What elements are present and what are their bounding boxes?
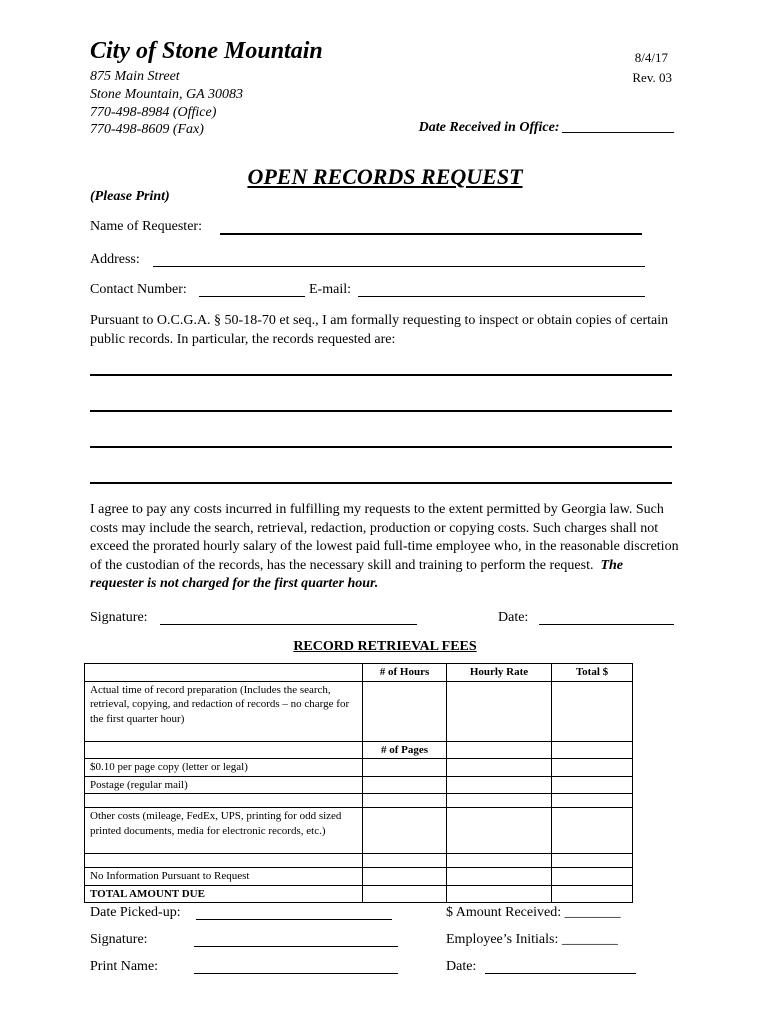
- intro-paragraph: Pursuant to O.C.G.A. § 50-18-70 et seq., I am formally requesting to inspect or obtain copies of certain public records. In particular, the records requested are:: [90, 313, 669, 347]
- table-cell[interactable]: [552, 741, 633, 759]
- email-input-line[interactable]: [358, 296, 645, 297]
- footer-date-line[interactable]: [485, 973, 636, 974]
- postage-total-cell[interactable]: [552, 776, 633, 794]
- table-row: [85, 808, 633, 854]
- copy-pages-cell[interactable]: [363, 759, 447, 777]
- col-pages-header: # of Pages: [363, 741, 447, 759]
- table-cell[interactable]: [552, 794, 633, 808]
- agreement-text: I agree to pay any costs incurred in fulfilling my requests to the extent permitted by Georgia law. Such costs may include the search, retrieval, redaction, production or copying costs. Such charges shall not exceed the prorated hourly salary of the lowest paid full-time employee who, in the reasonable discretion of the custodian of the records, has the necessary skill and training to perform the request.: [90, 502, 679, 573]
- row-postage-label: Postage (regular mail): [85, 776, 363, 794]
- table-cell: [85, 854, 363, 868]
- print-name-line[interactable]: [194, 973, 398, 974]
- city-name: City of Stone Mountain: [90, 38, 323, 64]
- records-line-3[interactable]: [90, 446, 672, 448]
- amount-received-field[interactable]: $ Amount Received: ________: [446, 905, 621, 920]
- date-picked-up-line[interactable]: [196, 919, 392, 920]
- footer-date-label: Date:: [446, 959, 477, 974]
- col-rate-header: Hourly Rate: [447, 664, 552, 682]
- contact-input-line[interactable]: [199, 296, 305, 297]
- total-cell-2[interactable]: [447, 885, 552, 903]
- table-cell[interactable]: [552, 854, 633, 868]
- fees-title: RECORD RETRIEVAL FEES: [293, 639, 477, 654]
- table-cell: [85, 794, 363, 808]
- phone-fax: 770-498-8609 (Fax): [90, 122, 204, 137]
- table-row: [85, 854, 633, 868]
- agreement-bold-note: The requester is not charged for the first quarter hour.: [90, 557, 624, 591]
- phone-office: 770-498-8984 (Office): [90, 105, 217, 120]
- date-picked-up-label: Date Picked-up:: [90, 905, 181, 920]
- prep-hours-cell[interactable]: [363, 681, 447, 741]
- col-total-header: Total $: [552, 664, 633, 682]
- email-label: E-mail:: [309, 282, 351, 297]
- contact-label: Contact Number:: [90, 282, 187, 297]
- name-input-line[interactable]: [220, 233, 642, 235]
- other-qty-cell[interactable]: [363, 808, 447, 854]
- form-date: 8/4/17: [634, 50, 668, 65]
- address-input-line[interactable]: [153, 266, 645, 267]
- table-row: [85, 885, 633, 903]
- table-cell[interactable]: [363, 854, 447, 868]
- table-row: [85, 776, 633, 794]
- date-input-line[interactable]: [539, 624, 674, 625]
- table-row: [85, 759, 633, 777]
- please-print-note: (Please Print): [90, 189, 170, 204]
- row-no-info-label: No Information Pursuant to Request: [85, 868, 363, 886]
- table-row: [85, 664, 633, 682]
- table-cell: [85, 741, 363, 759]
- no-info-rate-cell[interactable]: [447, 868, 552, 886]
- address-label: Address:: [90, 252, 140, 267]
- other-total-cell[interactable]: [552, 808, 633, 854]
- col-hours-header: # of Hours: [363, 664, 447, 682]
- postage-rate-cell[interactable]: [447, 776, 552, 794]
- table-cell[interactable]: [447, 794, 552, 808]
- table-cell[interactable]: [447, 854, 552, 868]
- total-amount-cell[interactable]: [552, 885, 633, 903]
- agreement-paragraph: [90, 501, 680, 594]
- table-cell[interactable]: [447, 741, 552, 759]
- signature-input-line[interactable]: [160, 624, 417, 625]
- prep-rate-cell[interactable]: [447, 681, 552, 741]
- employee-initials-field[interactable]: Employee’s Initials: ________: [446, 932, 618, 947]
- records-line-2[interactable]: [90, 410, 672, 412]
- fees-table: [84, 663, 633, 903]
- row-prep-label: Actual time of record preparation (Includes the search, retrieval, copying, and redaction of records – no charge for the first quarter hour): [85, 681, 363, 741]
- table-cell: [85, 664, 363, 682]
- total-cell-1[interactable]: [363, 885, 447, 903]
- table-row: [85, 741, 633, 759]
- date-label: Date:: [498, 610, 529, 625]
- records-line-1[interactable]: [90, 374, 672, 376]
- address-street: 875 Main Street: [90, 69, 180, 84]
- table-row: [85, 681, 633, 741]
- date-received-field[interactable]: Date Received in Office: ________________: [418, 120, 675, 135]
- other-rate-cell[interactable]: [447, 808, 552, 854]
- row-total-label: TOTAL AMOUNT DUE: [85, 885, 363, 903]
- no-info-total-cell[interactable]: [552, 868, 633, 886]
- table-row: [85, 794, 633, 808]
- footer-signature-label: Signature:: [90, 932, 148, 947]
- copy-total-cell[interactable]: [552, 759, 633, 777]
- form-title: OPEN RECORDS REQUEST: [247, 164, 523, 189]
- row-copy-label: $0.10 per page copy (letter or legal): [85, 759, 363, 777]
- copy-rate-cell[interactable]: [447, 759, 552, 777]
- postage-cell[interactable]: [363, 776, 447, 794]
- name-label: Name of Requester:: [90, 219, 202, 234]
- table-cell[interactable]: [363, 794, 447, 808]
- footer-signature-line[interactable]: [194, 946, 398, 947]
- no-info-cell[interactable]: [363, 868, 447, 886]
- print-name-label: Print Name:: [90, 959, 159, 974]
- signature-label: Signature:: [90, 610, 148, 625]
- table-row: [85, 868, 633, 886]
- prep-total-cell[interactable]: [552, 681, 633, 741]
- address-city: Stone Mountain, GA 30083: [90, 87, 243, 102]
- form-revision: Rev. 03: [632, 70, 672, 85]
- records-line-4[interactable]: [90, 482, 672, 484]
- row-other-label: Other costs (mileage, FedEx, UPS, printing for odd sized printed documents, media for electronic records, etc.): [85, 808, 363, 854]
